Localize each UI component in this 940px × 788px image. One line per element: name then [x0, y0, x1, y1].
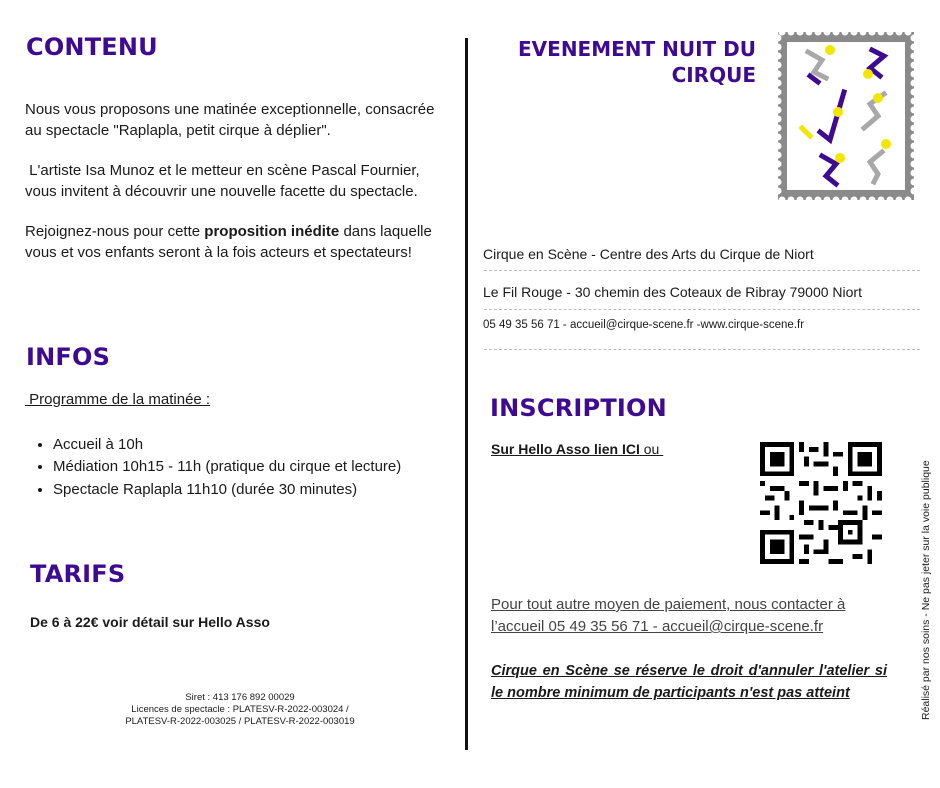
- contenu-para-2: L'artiste Isa Munoz et le metteur en scène Pascal Fournier, vous invitent à découvrir une nouvelle facette du spectacle.: [25, 162, 424, 200]
- event-title-line-1: EVENEMENT NUIT DU: [518, 37, 756, 61]
- para3-bold-text: proposition inédite: [204, 223, 340, 240]
- contenu-para-3: [25, 222, 455, 263]
- vertical-note: Réalisé par nos soins - Ne pas jeter sur la voie publique: [920, 460, 932, 720]
- program-list: [25, 434, 455, 502]
- infos-body: [25, 390, 455, 501]
- program-label: Programme de la matinée :: [25, 391, 211, 408]
- licence-text-2: PLATESV-R-2022-003025 / PLATESV-R-2022-003019: [125, 716, 355, 727]
- disclaimer-text: Cirque en Scène se réserve le droit d'annuler l'atelier si le nombre minimum de participants n'est pas atteint: [491, 663, 887, 701]
- para3-text-end: dans laquelle vous et vos enfants seront à la fois acteurs et spectateurs!: [25, 223, 432, 261]
- inscription-title: INSCRIPTION: [490, 394, 667, 422]
- venue-line-1: Cirque en Scène - Centre des Arts du Cirque de Niort: [483, 246, 814, 262]
- event-title: [480, 36, 756, 88]
- dashed-divider: [484, 309, 920, 310]
- legal-footer: [80, 692, 400, 728]
- tarifs-title: TARIFS: [30, 560, 126, 588]
- hello-asso-link[interactable]: Sur Hello Asso lien ICI: [491, 441, 640, 457]
- tarifs-text: De 6 à 22€ voir détail sur Hello Asso: [30, 614, 270, 630]
- dashed-divider: [484, 349, 920, 350]
- program-item: • Médiation 10h15 - 11h (pratique du cirque et lecture): [53, 456, 455, 479]
- para3-text-start: Rejoignez-nous pour cette: [25, 223, 205, 240]
- program-item: • Accueil à 10h: [53, 434, 455, 457]
- column-divider: [465, 38, 468, 750]
- contenu-para-1: Nous vous proposons une matinée exceptionnelle, consacrée au spectacle "Raplapla, petit cirque à déplier".: [25, 101, 435, 139]
- contact-text: Pour tout autre moyen de paiement, nous contacter à l’accueil 05 49 35 56 71 - accueil@cirque-scene.fr: [491, 596, 846, 635]
- siret-text: Siret : 413 176 892 00029: [185, 692, 295, 703]
- dashed-divider: [484, 270, 920, 271]
- hello-asso-line: [491, 441, 663, 457]
- contenu-title: CONTENU: [26, 33, 158, 61]
- circus-acrobats-stamp-icon: [778, 32, 914, 200]
- venue-line-2: Le Fil Rouge - 30 chemin des Coteaux de Ribray 79000 Niort: [483, 284, 862, 300]
- program-item: • Spectacle Raplapla 11h10 (durée 30 minutes): [53, 479, 455, 502]
- qr-code-icon[interactable]: [760, 442, 882, 564]
- venue-line-3: 05 49 35 56 71 - accueil@cirque-scene.fr -www.cirque-scene.fr: [483, 319, 805, 331]
- link-suffix: ou: [639, 441, 664, 457]
- contenu-body: [25, 100, 455, 263]
- licence-text-1: Licences de spectacle : PLATESV-R-2022-003024 /: [131, 704, 349, 715]
- infos-title: INFOS: [26, 343, 111, 371]
- event-title-line-2: CIRQUE: [671, 63, 756, 87]
